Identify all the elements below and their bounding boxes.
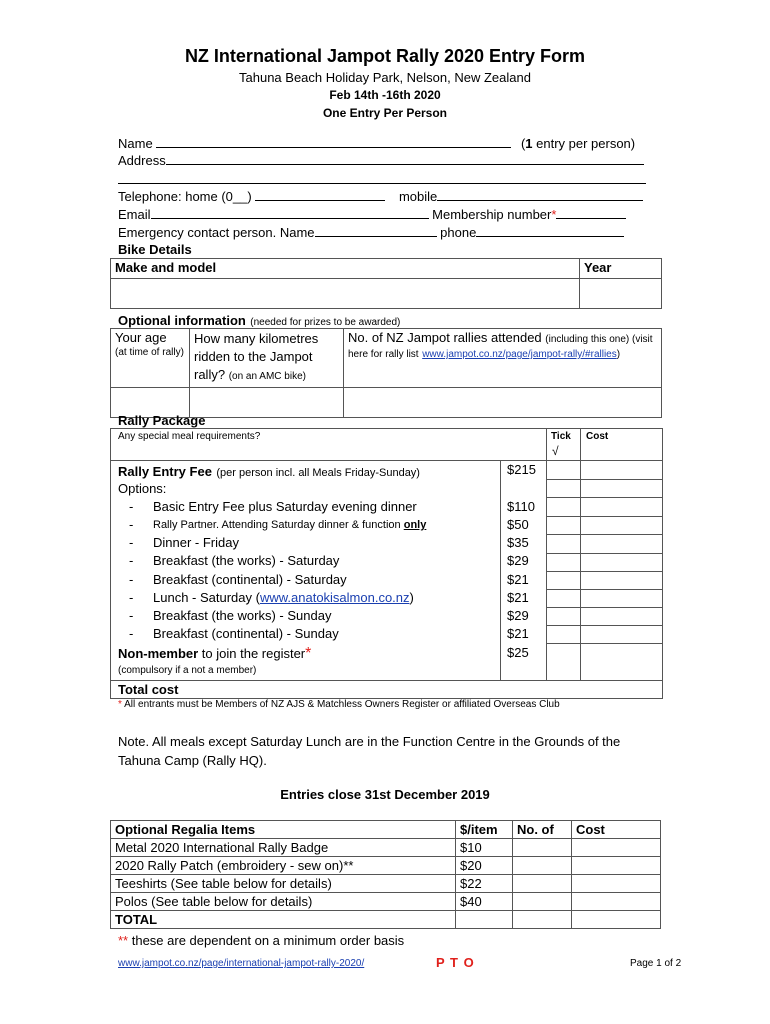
bike-table	[110, 258, 662, 309]
regalia-cost-input[interactable]	[572, 839, 661, 857]
year-input[interactable]	[580, 279, 662, 309]
meals-note: Note. All meals except Saturday Lunch are in the Function Centre in the Grounds of the Tahuna Camp (Rally HQ).	[118, 734, 621, 768]
regalia-total-input[interactable]	[572, 911, 661, 929]
regalia-price: $10	[456, 839, 513, 857]
make-header: Make and model	[111, 259, 580, 279]
name-field[interactable]	[156, 136, 511, 148]
regalia-row	[111, 857, 661, 875]
regalia-item-header: Optional Regalia Items	[111, 821, 456, 839]
nonmember-row: Non-member to join the register*	[118, 645, 312, 662]
pto: P T O	[436, 955, 475, 970]
home-phone-field[interactable]	[255, 189, 385, 201]
email-field[interactable]	[151, 207, 429, 219]
regalia-item: Metal 2020 International Rally Badge	[111, 839, 456, 857]
email-row	[118, 207, 678, 222]
regalia-qty-input[interactable]	[513, 839, 572, 857]
regalia-cost-header: Cost	[572, 821, 661, 839]
age-cell: Your age (at time of rally)	[111, 329, 190, 388]
rallies-input[interactable]	[344, 388, 662, 418]
regalia-footnote: ** these are dependent on a minimum order basis	[118, 933, 405, 948]
emergency-name-field[interactable]	[315, 225, 437, 237]
regalia-price-header: $/item	[456, 821, 513, 839]
name-label: Name	[118, 136, 153, 151]
regalia-row	[111, 875, 661, 893]
rallies-link[interactable]: www.jampot.co.nz/page/jampot-rally/#rallies	[422, 349, 617, 360]
regalia-total-label: TOTAL	[111, 911, 456, 929]
venue: Tahuna Beach Holiday Park, Nelson, New Zealand	[239, 70, 531, 85]
regalia-row	[111, 893, 661, 911]
entries-close: Entries close 31st December 2019	[280, 787, 490, 802]
address-row	[118, 153, 658, 168]
regalia-cost-input[interactable]	[572, 857, 661, 875]
tick-header: Tick	[551, 431, 571, 442]
page-number: Page 1 of 2	[630, 958, 682, 969]
membership-label: Membership number	[432, 207, 552, 222]
km-input[interactable]	[190, 388, 344, 418]
mobile-field[interactable]	[437, 189, 643, 201]
emergency-row	[118, 225, 678, 240]
name-note: (1 entry per person)	[520, 136, 636, 151]
required-asterisk: *	[551, 207, 557, 222]
cost-header: Cost	[586, 431, 609, 442]
entry-fee-price: $215	[507, 462, 536, 477]
telephone-row	[118, 189, 678, 204]
optional-table	[110, 328, 662, 418]
name-row	[118, 136, 658, 151]
regalia-qty-input[interactable]	[513, 857, 572, 875]
regalia-item: Polos (See table below for details)	[111, 893, 456, 911]
regalia-cost-input[interactable]	[572, 893, 661, 911]
package-heading: Rally Package	[118, 413, 206, 428]
regalia-price: $40	[456, 893, 513, 911]
package-footnote: * All entrants must be Members of NZ AJS & Matchless Owners Register or affiliated Overseas Club	[118, 699, 560, 710]
regalia-item: Teeshirts (See table below for details)	[111, 875, 456, 893]
salmon-link[interactable]: www.anatokisalmon.co.nz	[259, 590, 410, 605]
dates: Feb 14th -16th 2020	[329, 88, 441, 102]
tick-symbol: √	[552, 444, 559, 458]
email-label: Email	[118, 207, 151, 222]
address-label: Address	[118, 153, 166, 168]
emergency-phone-label: phone	[440, 225, 477, 240]
regalia-item: 2020 Rally Patch (embroidery - sew on)**	[111, 857, 456, 875]
regalia-table	[110, 820, 661, 929]
entry-fee-row: Rally Entry Fee (per person incl. all Meals Friday-Sunday)	[118, 464, 420, 479]
address-field-2[interactable]	[118, 183, 646, 184]
total-cost-label: Total cost	[118, 682, 179, 697]
nonmember-price: $25	[507, 645, 529, 660]
rallies-cell: No. of NZ Jampot rallies attended (including this one) (visit here for rally list www.jampot.co.nz/page/jampot-rally/#rallies)	[344, 329, 662, 388]
optional-heading: Optional information (needed for prizes to be awarded)	[118, 313, 401, 328]
regalia-price: $22	[456, 875, 513, 893]
page-title: NZ International Jampot Rally 2020 Entry Form	[184, 46, 586, 66]
membership-field[interactable]	[556, 207, 626, 219]
options-label: Options:	[118, 481, 167, 496]
special-meal-label: Any special meal requirements?	[118, 431, 261, 442]
nonmember-note: (compulsory if a not a member)	[118, 665, 257, 676]
entry-note: One Entry Per Person	[322, 106, 448, 120]
telephone-label: Telephone: home (0__)	[118, 189, 252, 204]
make-input[interactable]	[111, 279, 580, 309]
regalia-price: $20	[456, 857, 513, 875]
emergency-phone-field[interactable]	[476, 225, 624, 237]
regalia-row	[111, 839, 661, 857]
regalia-cost-input[interactable]	[572, 875, 661, 893]
emergency-label: Emergency contact person. Name	[118, 225, 315, 240]
regalia-qty-input[interactable]	[513, 875, 572, 893]
km-cell: How many kilometres ridden to the Jampot rally? (on an AMC bike)	[190, 329, 344, 388]
address-field[interactable]	[166, 153, 644, 165]
mobile-label: mobile	[398, 189, 438, 204]
regalia-qty-header: No. of	[513, 821, 572, 839]
package-table: Any special meal requirements? Tick √ Cost Rally Entry Fee (per person incl. all Meals Friday-Sunday) $215 Options: - Basic Entry Fee plus Saturday evening dinner $110 - Rally Partner. Attending Saturday dinner & function only $50 - Dinner - Friday $35 - Breakfast (the works) - Saturday $29 - Breakfast (continental) - Saturday $21 - Lunch - Saturday (www.anatokisalmon.co.nz) $21 - Breakfast (the works) - Sunday $29 - Breakfast (continental) - Sunday $21 Non-member to join the register* (compulsory if a not a member) $25 Total cost	[110, 428, 663, 699]
regalia-qty-input[interactable]	[513, 893, 572, 911]
bike-heading: Bike Details	[118, 242, 192, 257]
year-header: Year	[580, 259, 662, 279]
footer-url[interactable]: www.jampot.co.nz/page/international-jampot-rally-2020/	[118, 958, 365, 969]
